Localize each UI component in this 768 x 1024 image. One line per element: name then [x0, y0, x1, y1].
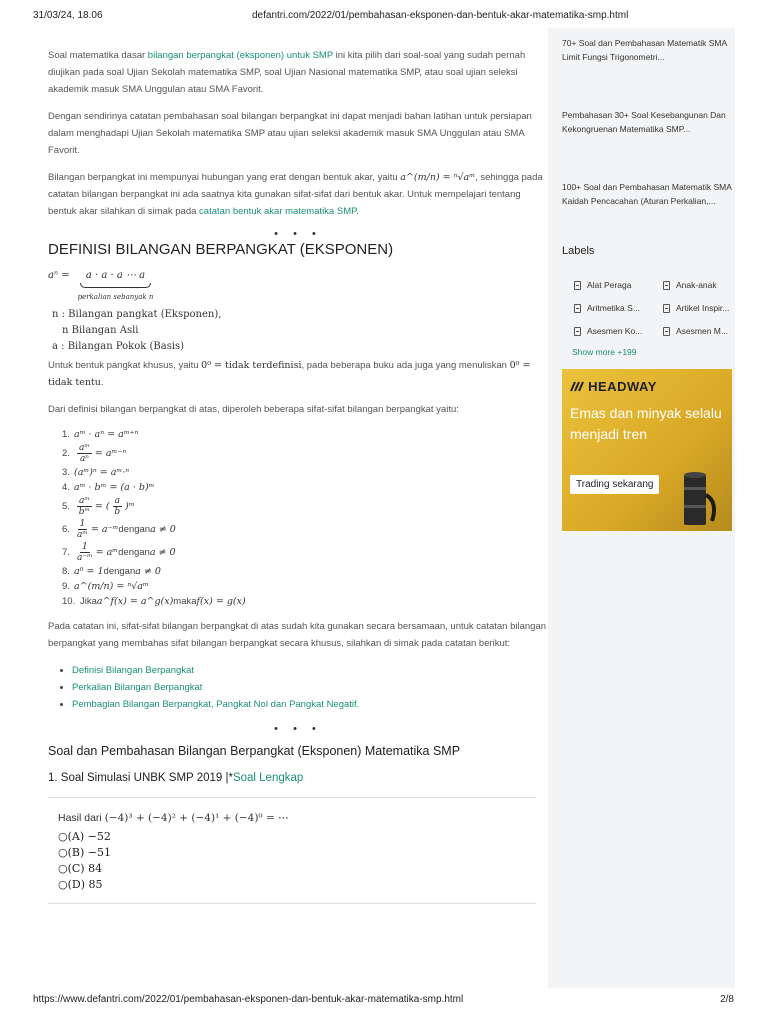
property-item: 1. aᵐ · aⁿ = aᵐ⁺ⁿ [62, 429, 139, 440]
property-item: 4. aᵐ · bᵐ = (a · b)ᵐ [62, 482, 155, 493]
question-box [48, 797, 536, 904]
label-asesmen-ko[interactable]: Asesmen Ko... [574, 326, 642, 336]
bookmark-icon [574, 327, 581, 336]
property-item: 10. Jika a^f(x) = a^g(x) maka f(x) = g(x) [62, 596, 246, 607]
property-item: 8. a⁰ = 1 dengan a ≠ 0 [62, 566, 161, 577]
property-item: 9. a^(m/n) = ⁿ√aᵐ [62, 581, 149, 592]
label-artikel-inspirasi[interactable]: Artikel Inspir... [663, 303, 729, 313]
property-item: 2. $\frac{\text{aᵐ}}{\text{aⁿ}}$ = aᵐ⁻ⁿ [62, 443, 127, 464]
popular-post-2[interactable]: Pembahasan 30+ Soal Kesebangunan Dan Kekongruenan Matematika SMP... [562, 108, 732, 136]
bookmark-icon [663, 327, 670, 336]
page-content [33, 28, 735, 988]
special-power-paragraph: Untuk bentuk pangkat khusus, yaitu 0⁰ = tidak terdefinisi, pada beberapa buku ada juga yang menuliskan 0⁰ = tidak tentu. [48, 360, 531, 388]
list-item [72, 696, 548, 713]
section-separator: • • • [274, 228, 322, 240]
list-item [72, 679, 548, 696]
bookmark-icon [574, 281, 581, 290]
link-perkalian[interactable]: Perkalian Bilangan Berpangkat [72, 682, 203, 693]
print-url: https://www.defantri.com/2022/01/pembahasan-eksponen-dan-bentuk-akar-matematika-smp.html [33, 994, 464, 1005]
label-anak-anak[interactable]: Anak-anak [663, 280, 717, 290]
label-alat-peraga[interactable]: Alat Peraga [574, 280, 631, 290]
show-more-link[interactable]: Show more +199 [572, 347, 637, 357]
question-stem: Hasil dari (−4)³ + (−4)² + (−4)¹ + (−4)⁰ = ⋯ [58, 812, 289, 824]
underbrace [80, 283, 152, 288]
intro-paragraph-3: Bilangan berpangkat ini mempunyai hubungan yang erat dengan bentuk akar, yaitu a^(m/n) = ⁿ√aᵐ, sehingga pada catatan bilangan berpangkat ini ada saatnya kita gunakan sifat-sifat dari bentuk akar. Untuk mempelajari tentang bentuk akar silahkan di simak pada catatan bentuk akar matematika SMP. [48, 172, 543, 217]
print-footer [0, 992, 768, 1016]
sidebar [548, 28, 735, 988]
list-item [72, 662, 548, 679]
math-undefined: 0⁰ = tidak terdefinisi [201, 360, 302, 371]
math-akar: a^(m/n) = ⁿ√aᵐ [400, 172, 476, 183]
property-item: 7. $\frac{1}{\text{a⁻ᵐ}}$ = aᵐ dengan a ≠ 0 [62, 542, 176, 563]
label-aritmetika[interactable]: Aritmetika S... [574, 303, 640, 313]
option-b[interactable]: ○(B) −51 [58, 846, 111, 859]
property-item: 5. $\frac{\text{aᵐ}}{\text{bᵐ}}$ = ( $\frac{a}{b}$ )ᵐ [62, 496, 135, 517]
intro-paragraph-2: Dengan sendirinya catatan pembahasan soal bilangan berpangkat ini dapat menjadi bahan latihan untuk persiapan dalam menghadapi Ujian Sekolah matematika SMP atau ujian seleksi akademik masuk SMA Unggulan atau SMA Favorit. [48, 111, 532, 156]
soal-heading: Soal dan Pembahasan Bilangan Berpangkat (Eksponen) Matematika SMP [48, 744, 461, 758]
option-d[interactable]: ○(D) 85 [58, 878, 103, 891]
math-indeterminate: 0⁰ = tidak tentu [48, 360, 531, 388]
question-title: 1. Soal Simulasi UNBK SMP 2019 |*Soal Lengkap [48, 772, 304, 784]
props-intro: Dari definisi bilangan berpangkat di atas, diperoleh beberapa sifat-sifat bilangan berpangkat yaitu: [48, 404, 459, 415]
section-separator: • • • [274, 723, 322, 735]
link-bilangan-berpangkat[interactable]: bilangan berpangkat (eksponen) untuk SMP [147, 50, 333, 61]
definition-block [48, 268, 548, 355]
popular-post-1[interactable]: 70+ Soal dan Pembahasan Matematik SMA Limit Fungsi Trigonometri... [562, 36, 732, 64]
headway-mark-icon [570, 381, 584, 392]
brace-label: perkalian sebanyak n [77, 293, 154, 301]
bookmark-icon [663, 304, 670, 313]
related-links [72, 662, 548, 713]
definition-heading: DEFINISI BILANGAN BERPANGKAT (EKSPONEN) [48, 241, 394, 258]
link-soal-lengkap[interactable]: Soal Lengkap [232, 772, 304, 784]
headway-logo: HEADWAY [570, 379, 657, 394]
link-pembagian[interactable]: Pembagian Bilangan Berpangkat, Pangkat Nol dan Pangkat Negatif. [72, 699, 360, 710]
print-header [0, 0, 768, 28]
oil-barrel-icon [676, 465, 722, 531]
property-item: 6. $\frac{1}{\text{aᵐ}}$ = a⁻ᵐ dengan a ≠ 0 [62, 519, 176, 540]
label-asesmen-m[interactable]: Asesmen M... [663, 326, 728, 336]
print-date: 31/03/24, 18.06 [33, 10, 103, 21]
bookmark-icon [574, 304, 581, 313]
headway-ad[interactable] [562, 369, 732, 531]
ad-cta-button[interactable]: Trading sekarang [570, 475, 659, 494]
def-formula-rhs: a · a · a ⋯ a [85, 270, 146, 281]
popular-post-3[interactable]: 100+ Soal dan Pembahasan Matematik SMA Kaidah Pencacahan (Aturan Perkalian,... [562, 182, 732, 206]
intro-paragraph-1: Soal matematika dasar bilangan berpangkat (eksponen) untuk SMP ini kita pilih dari soal-soal yang sudah pernah diujikan pada soal Ujian Sekolah matematika SMP, soal Ujian Nasional matematika SMP, atau soal ujian seleksi akademik masuk SMA Unggulan atau SMA Favorit. [48, 50, 526, 95]
print-page-number: 2/8 [720, 994, 734, 1005]
link-bentuk-akar[interactable]: catatan bentuk akar matematika SMP [199, 206, 357, 217]
article-body [33, 28, 548, 988]
labels-title: Labels [562, 245, 595, 257]
notes-paragraph: Pada catatan ini, sifat-sifat bilangan berpangkat di atas sudah kita gunakan secara bersamaan, untuk catatan bilangan berpangkat yang membahas sifat bilangan berpangkat secara khusus, silahkan di simak pada catatan berikut: [48, 621, 547, 649]
def-formula-lhs: aⁿ = [48, 270, 70, 281]
def-line-a: a : Bilangan Pokok (Basis) [52, 341, 185, 352]
bookmark-icon [663, 281, 670, 290]
properties-list [62, 428, 548, 608]
print-title: defantri.com/2022/01/pembahasan-eksponen-dan-bentuk-akar-matematika-smp.html [252, 10, 629, 21]
option-a[interactable]: ○(A) −52 [58, 830, 111, 843]
def-line-n2: n Bilangan Asli [62, 325, 139, 336]
ad-headline: Emas dan minyak selalu menjadi tren [570, 405, 722, 442]
property-item: 3. (aᵐ)ⁿ = aᵐ·ⁿ [62, 467, 130, 478]
def-line-n: n : Bilangan pangkat (Eksponen), [52, 309, 222, 320]
link-definisi[interactable]: Definisi Bilangan Berpangkat [72, 665, 194, 676]
option-c[interactable]: ○(C) 84 [58, 862, 103, 875]
